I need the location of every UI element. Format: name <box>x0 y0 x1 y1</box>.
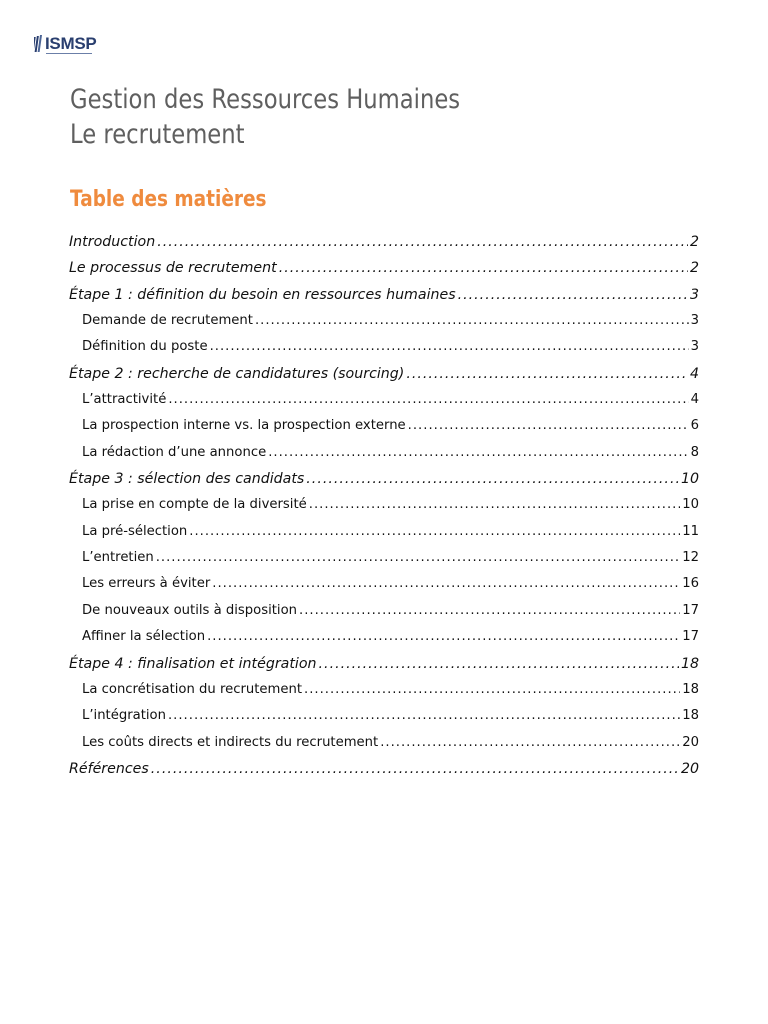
toc-entry-label: L’intégration <box>82 708 166 724</box>
logo-text: ISMSP <box>45 34 97 53</box>
toc-dot-leader <box>168 703 680 729</box>
toc-entry[interactable] <box>69 466 699 492</box>
toc-page-number: 2 <box>689 234 699 250</box>
toc-page-number: 6 <box>690 418 699 434</box>
toc-entry[interactable] <box>69 571 699 597</box>
ismsp-logo <box>34 33 96 55</box>
toc-page-number: 4 <box>689 365 699 382</box>
table-of-contents <box>69 229 699 782</box>
toc-dot-leader <box>157 229 688 255</box>
toc-entry-label: Introduction <box>69 234 156 250</box>
document-title-line1: Gestion des Ressources Humaines <box>70 84 461 115</box>
toc-entry[interactable] <box>69 677 699 703</box>
toc-entry[interactable] <box>69 651 699 677</box>
toc-page-number: 2 <box>689 260 699 277</box>
toc-dot-leader <box>156 545 680 571</box>
toc-entry-label: La rédaction d’une annonce <box>82 444 267 460</box>
toc-dot-leader <box>168 387 688 413</box>
toc-dot-leader <box>268 440 688 466</box>
toc-page-number: 20 <box>680 760 699 777</box>
toc-page-number: 12 <box>682 550 699 566</box>
toc-dot-leader <box>212 571 680 597</box>
toc-entry-label: Étape 3 : sélection des candidats <box>69 471 305 488</box>
toc-page-number: 18 <box>680 655 699 672</box>
toc-entry[interactable] <box>69 229 699 255</box>
toc-entry-label: Étape 1 : définition du besoin en ressources humaines <box>69 286 456 303</box>
toc-entry-label: De nouveaux outils à disposition <box>82 602 297 618</box>
toc-dot-leader <box>380 730 680 756</box>
toc-entry[interactable] <box>69 308 699 334</box>
toc-entry-label: Étape 4 : finalisation et intégration <box>69 655 317 672</box>
toc-dot-leader <box>458 282 688 308</box>
toc-page-number: 10 <box>682 497 699 513</box>
toc-entry[interactable] <box>69 334 699 360</box>
toc-entry[interactable] <box>69 440 699 466</box>
toc-entry-label: Demande de recrutement <box>82 313 253 329</box>
toc-dot-leader <box>207 624 680 650</box>
toc-entry-label: Affiner la sélection <box>82 629 206 645</box>
toc-entry[interactable] <box>69 387 699 413</box>
toc-entry[interactable] <box>69 730 699 756</box>
toc-page-number: 11 <box>682 523 699 539</box>
toc-entry-label: L’attractivité <box>82 392 167 408</box>
toc-entry-label: L’entretien <box>82 550 154 566</box>
toc-entry[interactable] <box>69 361 699 387</box>
toc-page-number: 4 <box>690 392 699 408</box>
toc-page-number: 20 <box>682 734 699 750</box>
toc-dot-leader <box>151 756 679 782</box>
toc-entry-label: Étape 2 : recherche de candidatures (sourcing) <box>69 365 405 382</box>
toc-entry-label: Les erreurs à éviter <box>82 576 211 592</box>
toc-entry[interactable] <box>69 282 699 308</box>
toc-dot-leader <box>304 677 680 703</box>
toc-page-number: 17 <box>682 602 699 618</box>
logo-underline <box>46 53 92 54</box>
toc-dot-leader <box>210 334 689 360</box>
toc-page-number: 18 <box>682 708 699 724</box>
toc-dot-leader <box>319 651 679 677</box>
toc-entry[interactable] <box>69 255 699 281</box>
toc-dot-leader <box>279 255 688 281</box>
toc-entry[interactable] <box>69 545 699 571</box>
toc-heading: Table des matières <box>70 187 267 212</box>
toc-page-number: 10 <box>680 471 699 488</box>
toc-page-number: 3 <box>689 286 699 303</box>
toc-page-number: 18 <box>682 681 699 697</box>
toc-entry[interactable] <box>69 598 699 624</box>
toc-entry[interactable] <box>69 703 699 729</box>
toc-page-number: 16 <box>682 576 699 592</box>
toc-entry-label: Références <box>69 760 149 777</box>
toc-entry[interactable] <box>69 519 699 545</box>
toc-dot-leader <box>309 492 680 518</box>
toc-dot-leader <box>408 413 689 439</box>
toc-entry-label: La prospection interne vs. la prospection externe <box>82 418 406 434</box>
toc-entry-label: Le processus de recrutement <box>69 260 277 277</box>
toc-dot-leader <box>189 519 680 545</box>
toc-dot-leader <box>406 361 688 387</box>
toc-entry-label: La pré-sélection <box>82 523 188 539</box>
toc-dot-leader <box>306 466 679 492</box>
logo-bars-icon <box>34 35 44 53</box>
toc-entry[interactable] <box>69 756 699 782</box>
toc-entry-label: La prise en compte de la diversité <box>82 497 307 513</box>
toc-entry[interactable] <box>69 413 699 439</box>
toc-dot-leader <box>299 598 680 624</box>
toc-entry-label: Définition du poste <box>82 339 208 355</box>
toc-entry[interactable] <box>69 624 699 650</box>
toc-entry-label: Les coûts directs et indirects du recrutement <box>82 734 379 750</box>
toc-page-number: 17 <box>682 629 699 645</box>
document-title <box>70 82 460 152</box>
toc-page-number: 3 <box>690 339 699 355</box>
toc-page-number: 3 <box>690 313 699 329</box>
toc-page-number: 8 <box>690 444 699 460</box>
document-title-line2: Le recrutement <box>70 119 245 150</box>
toc-dot-leader <box>255 308 689 334</box>
toc-entry-label: La concrétisation du recrutement <box>82 681 303 697</box>
toc-entry[interactable] <box>69 492 699 518</box>
